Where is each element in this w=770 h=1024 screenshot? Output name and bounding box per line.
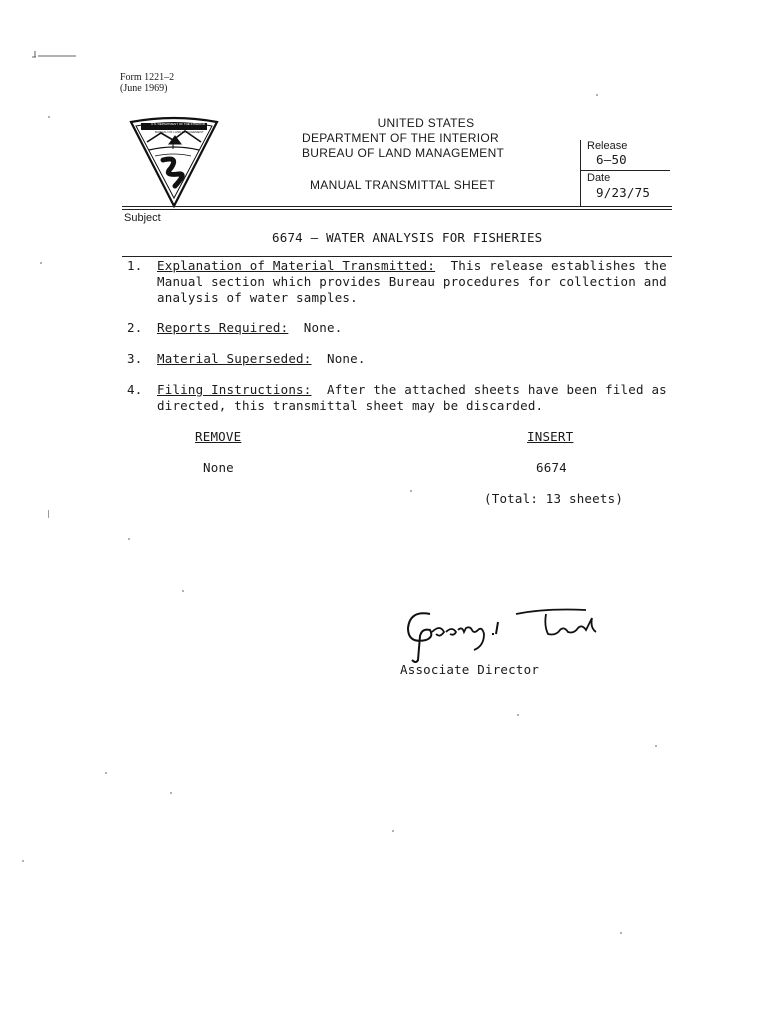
remove-header: REMOVE — [195, 429, 242, 444]
seal-text-sub: BUREAU OF LAND MANAGEMENT — [155, 130, 204, 134]
agency-header — [300, 116, 540, 161]
item-heading: Material Superseded: — [157, 351, 312, 366]
date-label: Date — [587, 172, 611, 184]
form-number-text: Form 1221–2 — [120, 72, 175, 83]
release-box-left-border — [580, 140, 581, 206]
item-text-line: This release establishes the — [450, 258, 667, 273]
scan-speck — [182, 590, 184, 592]
item-filing-instructions — [127, 382, 667, 414]
item-number: 1. — [127, 258, 143, 273]
item-number: 4. — [127, 382, 143, 397]
scan-mark — [30, 44, 78, 54]
total-sheets: (Total: 13 sheets) — [484, 491, 624, 506]
scan-speck — [170, 792, 172, 794]
item-text-line: After the attached sheets have been filed as — [326, 382, 667, 397]
insert-header: INSERT — [527, 429, 574, 444]
date-value: 9/23/75 — [596, 185, 651, 200]
item-number: 2. — [127, 320, 143, 335]
item-material-superseded — [127, 351, 366, 366]
scan-speck — [40, 262, 42, 264]
item-text-line: None. — [303, 320, 343, 335]
item-text-line: directed, this transmittal sheet may be discarded. — [157, 398, 544, 413]
item-text-line: Manual section which provides Bureau procedures for collection and — [157, 274, 667, 289]
header-line-1: UNITED STATES — [377, 116, 475, 130]
scan-speck — [596, 94, 598, 96]
subject-value: 6674 – WATER ANALYSIS FOR FISHERIES — [272, 230, 543, 245]
remove-value: None — [203, 460, 234, 475]
handwritten-signature — [396, 604, 616, 664]
scan-speck — [410, 490, 412, 492]
subject-rule — [122, 256, 672, 257]
release-box-divider — [580, 170, 670, 171]
scan-speck — [620, 932, 622, 934]
release-value: 6–50 — [596, 152, 627, 167]
scan-speck — [105, 772, 107, 774]
item-text-line: None. — [326, 351, 366, 366]
item-reports-required — [127, 320, 342, 335]
form-edition-text: (June 1969) — [120, 83, 168, 94]
signature-title: Associate Director — [400, 662, 540, 677]
insert-value: 6674 — [536, 460, 567, 475]
seal-text-top: U.S. DEPARTMENT OF THE INTERIOR — [151, 122, 205, 126]
scan-speck — [48, 116, 50, 118]
scan-speck — [517, 714, 519, 716]
item-text-line: analysis of water samples. — [157, 290, 358, 305]
item-heading: Filing Instructions: — [157, 382, 312, 397]
form-number — [120, 72, 174, 94]
header-line-3: BUREAU OF LAND MANAGEMENT — [302, 146, 505, 160]
item-number: 3. — [127, 351, 143, 366]
scan-speck — [655, 745, 657, 747]
scan-speck — [128, 538, 130, 540]
scan-speck — [22, 860, 24, 862]
scan-speck — [392, 830, 394, 832]
sheet-type: MANUAL TRANSMITTAL SHEET — [310, 178, 496, 192]
release-label: Release — [587, 140, 628, 152]
item-heading: Explanation of Material Transmitted: — [157, 258, 436, 273]
header-rule-bottom — [122, 209, 672, 210]
item-explanation — [127, 258, 667, 306]
scan-speck — [48, 510, 49, 518]
header-rule-top — [122, 206, 672, 207]
subject-label: Subject — [124, 212, 161, 224]
header-line-2: DEPARTMENT OF THE INTERIOR — [302, 131, 499, 145]
item-heading: Reports Required: — [157, 320, 289, 335]
bureau-seal — [125, 116, 223, 210]
